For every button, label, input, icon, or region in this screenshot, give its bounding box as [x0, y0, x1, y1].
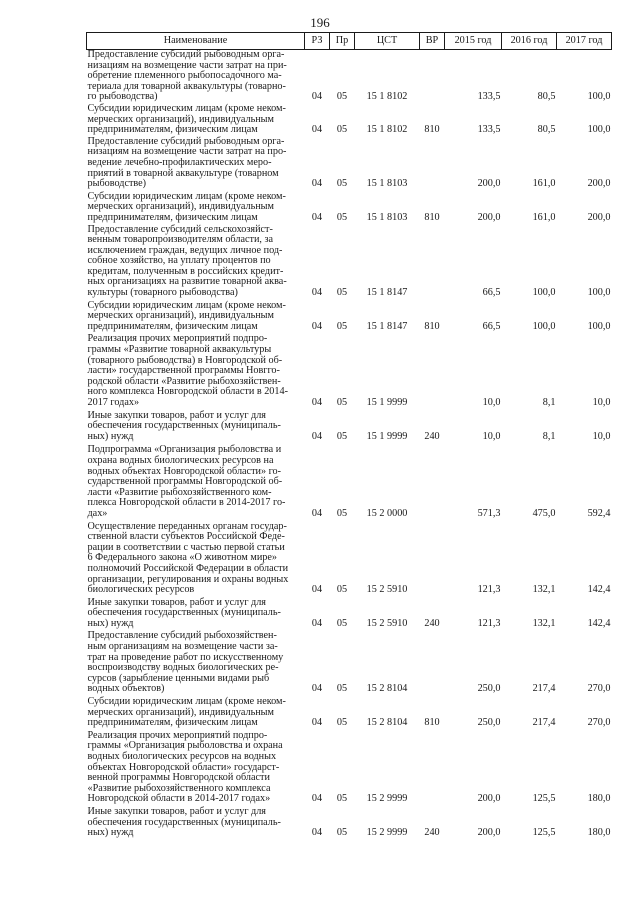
row-2016-cell: 100,0	[532, 320, 556, 332]
row-2015-cell: 121,3	[477, 584, 501, 596]
row-2015-cell: 66,5	[482, 287, 501, 299]
row-rz-cell: 04	[311, 793, 323, 805]
row-vr-cell	[420, 136, 445, 190]
row-cst-cell: 15 2 0000	[366, 507, 408, 519]
row-vr-cell: 240	[424, 827, 440, 839]
row-vr-cell	[420, 50, 445, 103]
row-pr-cell: 05	[336, 717, 348, 729]
row-name-cell: Иные закупки товаров, работ и услуг для обеспечения государственных (муниципаль- ных) нужд	[87, 409, 281, 442]
row-name-cell: Осуществление переданных органам государ- ственной власти субъектов Российской Феде- рации в соответствии с частью первой статьи 6 Федерального закона «О животном мире» полномочий Российской Федерации в области организации, регулирования и охраны водных биологических ресурсов	[87, 520, 289, 596]
row-cst-cell: 15 2 9999	[366, 793, 408, 805]
row-name-cell: Предоставление субсидий рыбоводным орга- низациям на возмещение части затрат на при- обретение племенного рыбопосадочного ма- териала для товарной аквакультуры (товарно- го рыбоводства)	[87, 49, 287, 103]
row-cst-cell: 15 1 9999	[366, 397, 408, 408]
row-cst-cell: 15 2 5910	[366, 584, 408, 596]
row-name-cell: Реализация прочих мероприятий подпро- граммы «Развитие товарной аквакультуры (товарного рыбоводства) в Новгородской об- ласти» государственной программы Новгго- родской области «Развитие рыбохозяйствен- ного комплекса Новгородской области в 2014- 2017 годах»	[87, 333, 288, 408]
table-row	[87, 190, 612, 224]
header-2017: 2017 год	[557, 33, 612, 50]
row-pr-cell: 05	[336, 617, 348, 629]
page-number: 196	[310, 15, 330, 30]
table-row	[87, 299, 612, 333]
table-row	[87, 332, 612, 408]
row-rz-cell: 04	[311, 397, 323, 408]
row-2017-cell: 100,0	[587, 91, 611, 103]
table-row	[87, 136, 612, 190]
row-cst-cell: 15 1 8102	[366, 91, 408, 103]
row-cst-cell: 15 2 8104	[366, 683, 408, 695]
row-2015-cell: 66,5	[482, 320, 501, 332]
row-2017-cell: 200,0	[587, 178, 611, 190]
table-row	[87, 629, 612, 695]
row-name-cell: Иные закупки товаров, работ и услуг для обеспечения государственных (муниципаль- ных) нужд	[87, 596, 281, 629]
row-2016-cell: 80,5	[537, 124, 556, 136]
row-rz-cell: 04	[311, 683, 323, 695]
row-name-cell: Субсидии юридическим лицам (кроме неком- мерческих организаций), индивидуальным предпринимателям, физическим лицам	[87, 696, 286, 729]
row-name-cell: Предоставление субсидий сельскохозяйст- венным товаропроизводителям области, за исключением граждан, ведущих личное под- собное хозяйство, на уплату процентов по кредитам, полученным в российских кредит- ных организациях на развитие товарной аква- культуры (товарного рыбоводства)	[87, 223, 287, 299]
row-2017-cell: 100,0	[587, 124, 611, 136]
row-cst-cell: 15 1 8103	[366, 211, 408, 223]
row-cst-cell: 15 1 8147	[366, 287, 408, 299]
row-pr-cell: 05	[336, 507, 348, 519]
row-2015-cell: 200,0	[477, 827, 501, 839]
row-vr-cell	[420, 224, 445, 299]
row-vr-cell: 810	[424, 211, 440, 223]
row-rz-cell: 04	[311, 827, 323, 839]
row-cst-cell: 15 1 8147	[366, 320, 408, 332]
row-name-cell: Предоставление субсидий рыбохозяйствен- ным организациям на возмещение части за- трат на проведение работ по искусственному воспроизводству водных биологических ре- сурсов (зарыбление ценными видами рыб водных объектов)	[87, 630, 284, 695]
row-2017-cell: 592,4	[587, 507, 611, 519]
table-header	[87, 33, 612, 50]
row-pr-cell: 05	[336, 320, 348, 332]
row-2015-cell: 121,3	[477, 617, 501, 629]
header-2015: 2015 год	[445, 33, 502, 50]
row-2016-cell: 132,1	[532, 617, 556, 629]
row-2017-cell: 10,0	[592, 430, 611, 442]
row-2017-cell: 180,0	[587, 793, 611, 805]
row-rz-cell: 04	[311, 717, 323, 729]
row-cst-cell: 15 2 9999	[366, 827, 408, 839]
row-vr-cell	[420, 442, 445, 519]
header-name: Наименование	[87, 33, 305, 50]
table-row	[87, 224, 612, 299]
row-rz-cell: 04	[311, 320, 323, 332]
row-2016-cell: 100,0	[532, 287, 556, 299]
row-2016-cell: 161,0	[532, 211, 556, 223]
row-2016-cell: 217,4	[532, 717, 556, 729]
header-pr: Пр	[330, 33, 355, 50]
row-rz-cell: 04	[311, 507, 323, 519]
row-2015-cell: 200,0	[477, 793, 501, 805]
row-rz-cell: 04	[311, 287, 323, 299]
row-2016-cell: 217,4	[532, 683, 556, 695]
row-2016-cell: 8,1	[542, 430, 556, 442]
row-name-cell: Иные закупки товаров, работ и услуг для обеспечения государственных (муниципаль- ных) нужд	[87, 805, 281, 839]
table-row	[87, 50, 612, 103]
header-2016: 2016 год	[502, 33, 557, 50]
row-name-cell: Субсидии юридическим лицам (кроме неком- мерческих организаций), индивидуальным предпринимателям, физическим лицам	[87, 299, 286, 332]
row-pr-cell: 05	[336, 793, 348, 805]
row-rz-cell: 04	[311, 584, 323, 596]
row-pr-cell: 05	[336, 91, 348, 103]
row-2017-cell: 180,0	[587, 827, 611, 839]
row-rz-cell: 04	[311, 211, 323, 223]
row-2015-cell: 200,0	[477, 178, 501, 190]
header-rz: РЗ	[305, 33, 330, 50]
row-vr-cell: 810	[424, 124, 440, 136]
row-2015-cell: 10,0	[482, 430, 501, 442]
row-2015-cell: 571,3	[477, 507, 501, 519]
row-rz-cell: 04	[311, 617, 323, 629]
row-2016-cell: 125,5	[532, 827, 556, 839]
budget-table	[86, 32, 612, 839]
row-vr-cell	[420, 729, 445, 805]
row-name-cell: Реализация прочих мероприятий подпро- граммы «Организация рыболовства и охрана водных биологических ресурсов на водных объектах Новгородской области» государст- венной программы Новгородской области «Развитие рыбохозяйственного комплекса Новгородской области в 2014-2017 годах»	[87, 729, 283, 805]
row-2016-cell: 80,5	[537, 91, 556, 103]
row-pr-cell: 05	[336, 287, 348, 299]
table-row	[87, 695, 612, 729]
row-2017-cell: 270,0	[587, 717, 611, 729]
row-cst-cell: 15 1 8103	[366, 178, 408, 190]
row-pr-cell: 05	[336, 124, 348, 136]
row-name-cell: Предоставление субсидий рыбоводным орга- низациям на возмещение части затрат на про- ведение лечебно-профилактических меро- приятий в товарной аквакультуре (товарном рыбоводстве)	[87, 135, 287, 190]
table-row	[87, 103, 612, 136]
row-2017-cell: 142,4	[587, 617, 611, 629]
row-vr-cell: 240	[424, 430, 440, 442]
row-2017-cell: 200,0	[587, 211, 611, 223]
row-vr-cell	[420, 332, 445, 408]
row-2016-cell: 161,0	[532, 178, 556, 190]
row-2017-cell: 142,4	[587, 584, 611, 596]
row-2015-cell: 133,5	[477, 124, 501, 136]
row-cst-cell: 15 2 5910	[366, 617, 408, 629]
row-2017-cell: 100,0	[587, 320, 611, 332]
row-2015-cell: 200,0	[477, 211, 501, 223]
table-row	[87, 442, 612, 519]
row-rz-cell: 04	[311, 178, 323, 190]
row-rz-cell: 04	[311, 91, 323, 103]
row-rz-cell: 04	[311, 430, 323, 442]
row-pr-cell: 05	[336, 430, 348, 442]
row-2016-cell: 132,1	[532, 584, 556, 596]
row-pr-cell: 05	[336, 683, 348, 695]
row-pr-cell: 05	[336, 584, 348, 596]
row-vr-cell	[420, 520, 445, 596]
row-2015-cell: 250,0	[477, 683, 501, 695]
row-pr-cell: 05	[336, 397, 348, 408]
row-2015-cell: 133,5	[477, 91, 501, 103]
row-2017-cell: 100,0	[587, 287, 611, 299]
row-pr-cell: 05	[336, 211, 348, 223]
row-2016-cell: 125,5	[532, 793, 556, 805]
row-2016-cell: 8,1	[542, 397, 556, 408]
row-name-cell: Подпрограмма «Организация рыболовства и охрана водных биологических ресурсов на водных объектах Новгородской области» го- сударственной программы Новгородской об- ласти «Развитие рыбохозяйственного ком- плекса Новгородской области в 2014-2017 го- дах»	[87, 444, 286, 519]
row-cst-cell: 15 1 9999	[366, 430, 408, 442]
row-vr-cell: 240	[424, 617, 440, 629]
table-row	[87, 409, 612, 443]
table-row	[87, 596, 612, 630]
row-vr-cell: 810	[424, 717, 440, 729]
row-2015-cell: 250,0	[477, 717, 501, 729]
table-row	[87, 520, 612, 596]
table-body	[87, 50, 612, 839]
row-2016-cell: 475,0	[532, 507, 556, 519]
row-vr-cell: 810	[424, 320, 440, 332]
header-vr: ВР	[420, 33, 445, 50]
table-row	[87, 729, 612, 805]
row-2015-cell: 10,0	[482, 397, 501, 408]
row-name-cell: Субсидии юридическим лицам (кроме неком- мерческих организаций), индивидуальным предпринимателям, физическим лицам	[87, 102, 286, 136]
row-cst-cell: 15 2 8104	[366, 717, 408, 729]
row-name-cell: Субсидии юридическим лицам (кроме неком- мерческих организаций), индивидуальным предпринимателям, физическим лицам	[87, 190, 286, 223]
row-rz-cell: 04	[311, 124, 323, 136]
row-vr-cell	[420, 629, 445, 695]
table-row	[87, 805, 612, 839]
row-cst-cell: 15 1 8102	[366, 124, 408, 136]
row-2017-cell: 270,0	[587, 683, 611, 695]
row-2017-cell: 10,0	[592, 397, 611, 408]
row-pr-cell: 05	[336, 827, 348, 839]
header-cst: ЦСТ	[355, 33, 420, 50]
row-pr-cell: 05	[336, 178, 348, 190]
